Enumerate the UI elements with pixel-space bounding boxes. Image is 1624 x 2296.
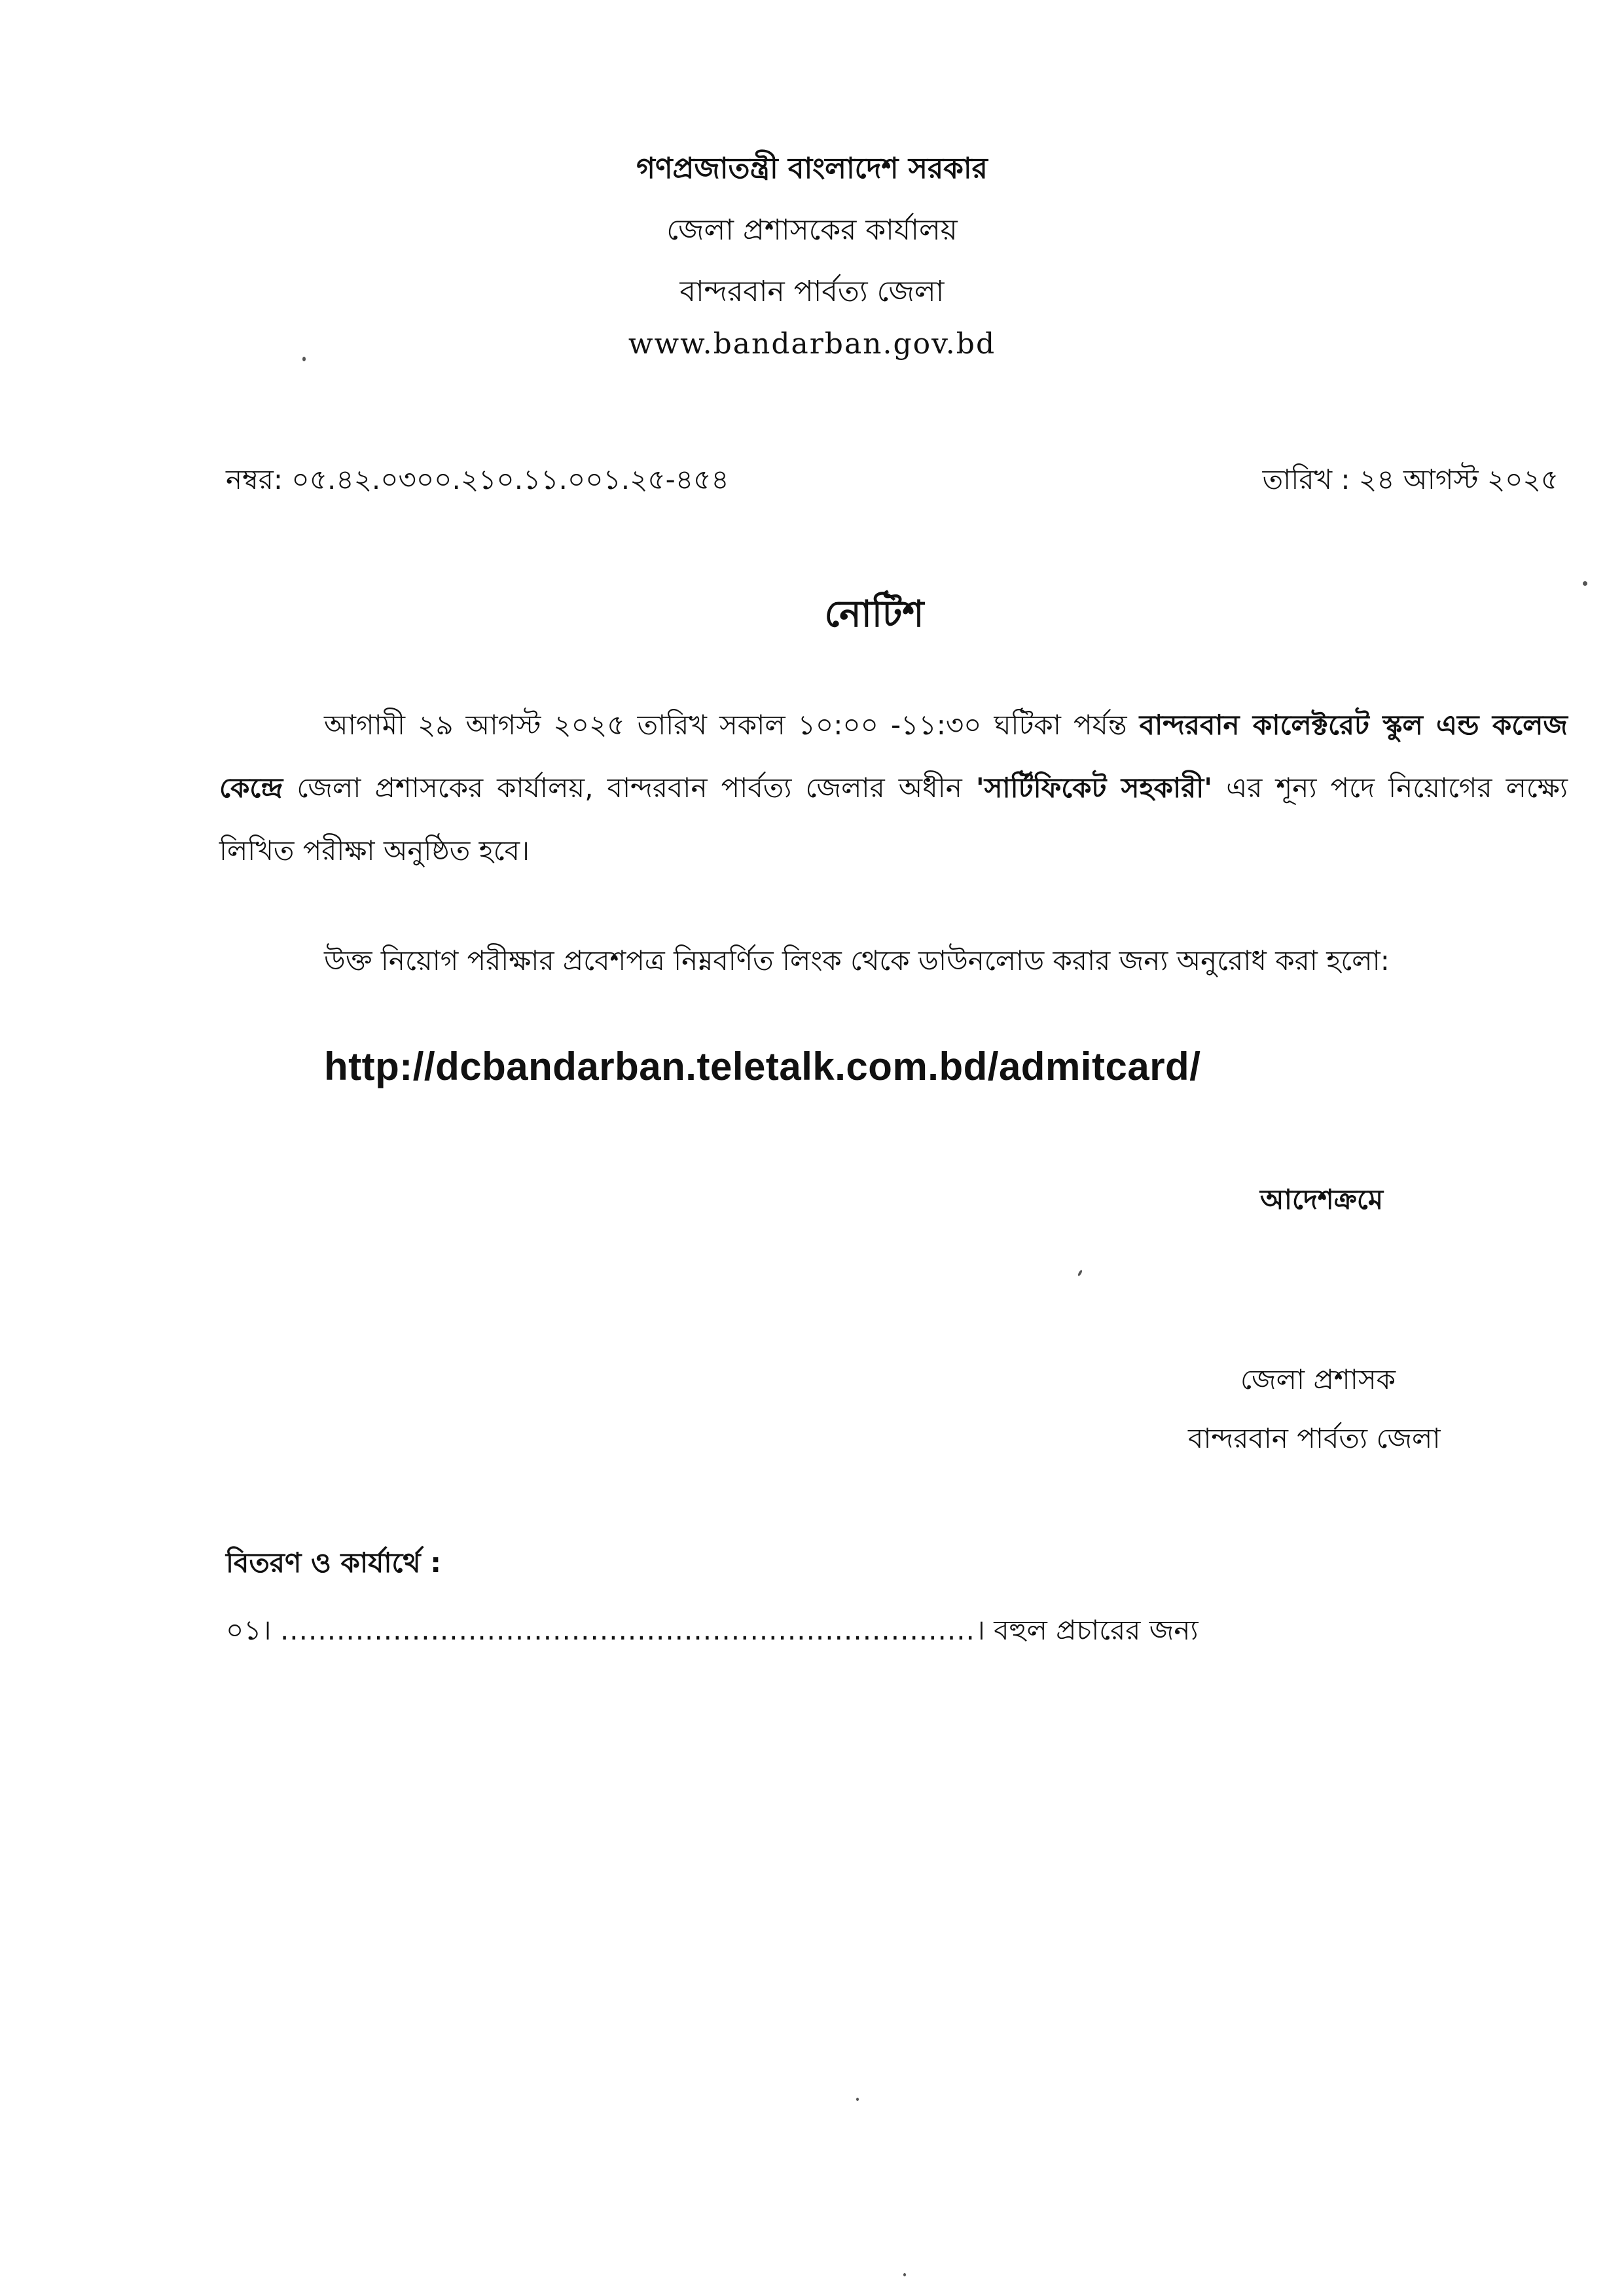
notice-paragraph-2: উক্ত নিয়োগ পরীক্ষার প্রবেশপত্র নিম্নবর্ণিত লিংক থেকে ডাউনলোড করার জন্য অনুরোধ করা হলো:	[324, 944, 1390, 977]
distribution-item	[226, 1609, 1199, 1655]
distribution-heading: বিতরণ ও কার্যার্থে :	[226, 1547, 441, 1579]
district-name: বান্দরবান পার্বত্য জেলা	[679, 275, 945, 308]
paragraph-1-text-b: জেলা প্রশাসকের কার্যালয়, বান্দরবান পার্বত্য জেলার অধীন	[283, 772, 976, 804]
notice-title: নোটিশ	[824, 593, 924, 636]
by-order-label: আদেশক্রমে	[1260, 1183, 1384, 1215]
office-website[interactable]: www.bandarban.gov.bd	[628, 327, 996, 361]
scan-speck	[1583, 581, 1587, 586]
scan-speck	[1077, 1270, 1083, 1277]
scan-speck	[903, 2273, 906, 2276]
paragraph-1-text-a: আগামী ২৯ আগস্ট ২০২৫ তারিখ সকাল ১০:০০ -১১:৩০ ঘটিকা পর্যন্ত	[324, 709, 1140, 741]
distribution-item-blank: ..........................................................................	[280, 1614, 975, 1646]
scan-speck	[302, 357, 306, 361]
notice-date: তারিখ : ২৪ আগস্ট ২০২৫	[1262, 463, 1559, 495]
paragraph-1-text-c: এর শূন্য পদে নিয়োগের লক্ষ্যে লিখিত পরীক্ষা অনুষ্ঠিত হবে।	[219, 772, 1568, 867]
government-name: গণপ্রজাতন্ত্রী বাংলাদেশ সরকার	[636, 152, 988, 185]
signatory-district: বান্দরবান পার্বত্য জেলা	[1188, 1422, 1441, 1454]
reference-number: নম্বর: ০৫.৪২.০৩০০.২১০.১১.০০১.২৫-৪৫৪	[226, 463, 729, 495]
admit-card-link[interactable]: http://dcbandarban.teletalk.com.bd/admitcard/	[324, 1045, 1201, 1088]
signatory-title: জেলা প্রশাসক	[1240, 1363, 1396, 1395]
distribution-item-purpose: । বহুল প্রচারের জন্য	[975, 1614, 1199, 1646]
scan-speck	[856, 2098, 859, 2101]
distribution-item-number: ০১।	[226, 1614, 272, 1646]
notice-paragraph-1	[219, 694, 1568, 882]
exam-venue: বান্দরবান কালেক্টরেট স্কুল এন্ড কলেজ কেন্দ্রে	[219, 709, 1568, 804]
office-name: জেলা প্রশাসকের কার্যালয়	[666, 213, 958, 247]
post-name: 'সার্টিফিকেট সহকারী'	[975, 772, 1213, 804]
